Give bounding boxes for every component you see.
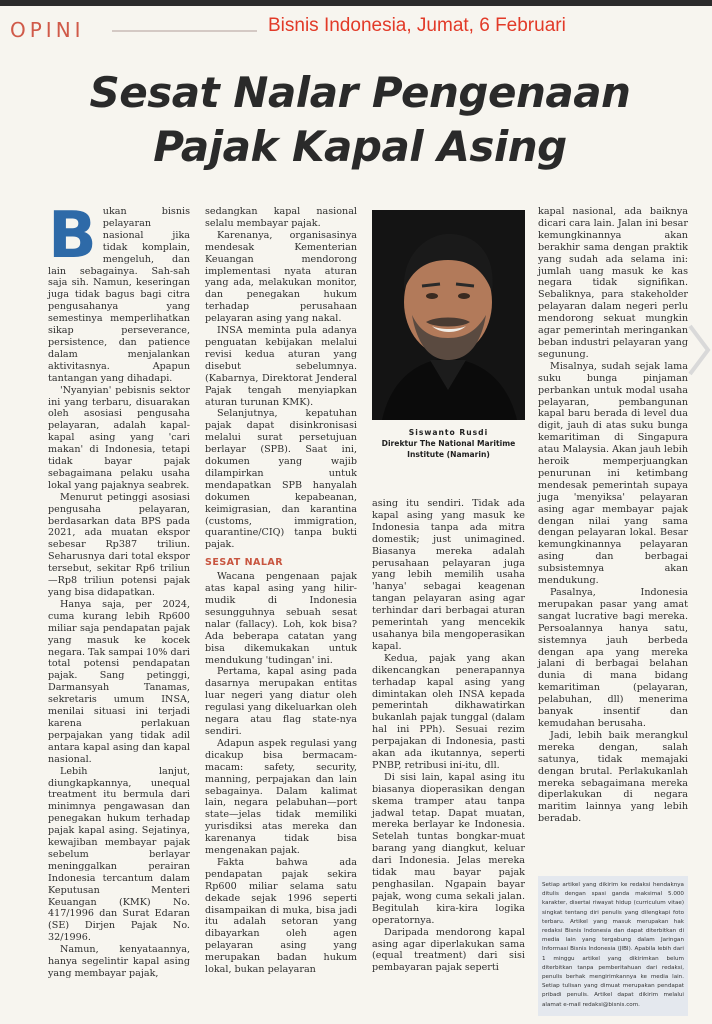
paragraph: Di sisi lain, kapal asing itu biasanya dioperasikan dengan skema tramper atau tanpa jadwal tetap. Dapat muatan, mereka berlayar ke Indonesia. Setelah tuntas bongkar-muat barang yang diangkut, keluar dari Indonesia. Jelas mereka tidak mau bayar pajak penghasilan. Ngapain bayar pajak, wong cuma sekali jalan. Begitulah kira-kira logika operatornya. <box>372 771 525 926</box>
article-column-3 <box>372 498 525 974</box>
paragraph: Wacana pengenaan pajak atas kapal asing yang hilir-mudik di Indonesia sesungguhnya sebuah sesat nalar (fallacy). Loh, kok bisa? Ada beberapa catatan yang bisa dikemukakan untuk mendukung 'tudingan' ini. <box>205 571 357 666</box>
paragraph: Hanya saja, per 2024, cuma kurang lebih Rp600 miliar saja pendapatan pajak yang masuk ke kocek negara. Tak sampai 10% dari total potensi pendapatan pajak. Sang petinggi, Darmansyah Tanamas, sekretaris umum INSA, menilai situasi ini terjadi karena perlakuan perpajakan yang tidak adil antara kapal asing dan kapal nasional. <box>48 598 190 765</box>
photo-caption <box>372 427 525 460</box>
paragraph: Pasalnya, Indonesia merupakan pasar yang amat sangat lucrative bagi mereka. Persoalannya hanya satu, sistemnya jauh berbeda dengan apa yang mereka jalani di berbagai belahan dunia di mana bidang kemaritiman (pelayaran, pelabuhan, dll) menerima banyak insentif dan kemudahan berusaha. <box>538 587 688 729</box>
top-crop-strip <box>0 0 712 6</box>
drop-cap: B <box>48 199 97 273</box>
paragraph: Karenanya, organisasinya mendesak Kementerian Keuangan mendorong implementasi nyata aturan yang ada, melakukan monitor, dan penegakan hukum terhadap perusahaan pelayaran asing yang nakal. <box>205 229 357 325</box>
title-line-2: Pajak Kapal Asing <box>153 122 567 171</box>
author-photo <box>372 210 525 420</box>
publication-dateline: Bisnis Indonesia, Jumat, 6 Februari <box>268 15 566 36</box>
author-portrait-image <box>372 210 525 420</box>
article-column-2 <box>205 206 357 976</box>
paragraph: Misalnya, sudah sejak lama suku bunga pinjaman perbankan untuk modal usaha pelayaran, pembangunan kapal baru berada di level dua digit, jauh di atas suku bunga kemaritiman di Singapura atau Malaysia. Akan jauh lebih heroik memperjuangkan penurunan ini ketimbang mendesak pemerintah supaya juga 'menyiksa' pelayaran asing agar membayar pajak dengan nilai yang sama dengan pelayaran lokal. Besar kemungkinannya pelayaran asing dan berbagai subsistemnya akan mendukung. <box>538 360 689 587</box>
paragraph: kapal nasional, ada baiknya dicari cara lain. Jalan ini besar kemungkinannya akan berakhir sama dengan praktik yang sudah ada selama ini: jumlah uang masuk ke kas negara tidak signifikan. Sebaliknya, para stakeholder pelayaran dalam negeri perlu mendorong sekuat mungkin agar pemerintah meringankan beban industri pelayaran yang segunung. <box>538 206 688 360</box>
paragraph: Menurut petinggi asosiasi pengusaha pelayaran, berdasarkan data BPS pada 2021, ada muatan ekspor sebesar Rp387 triliun. Seharusnya dari total ekspor tersebut, sekitar Rp6 triliun—Rp8 triliun potensi pajak yang bisa didapatkan. <box>48 491 190 598</box>
paragraph: Daripada mendorong kapal asing agar diperlakukan sama (equal treatment) dari sisi pembayaran pajak seperti <box>372 926 525 974</box>
chevron-right-icon[interactable] <box>686 320 712 380</box>
paragraph: INSA meminta pula adanya penguatan kebijakan melalui revisi kedua aturan yang disebut sebelumnya. (Kabarnya, Direktorat Jenderal Pajak tengah menyiapkan aturan turunan KMK). <box>205 325 357 408</box>
paragraph: Jadi, lebih baik merangkul mereka dengan, salah satunya, tidak memajaki dengan brutal. Perlakukanlah mereka sebagaimana mereka diperlakukan di negara maritim lainnya yang lebih beradab. <box>538 729 688 825</box>
paragraph: Pertama, kapal asing pada dasarnya merupakan entitas luar negeri yang diatur oleh regulasi yang dikeluarkan oleh negara atau flag state-nya sendiri. <box>205 666 357 737</box>
author-role: Direktur The National Maritime Institute (Namarin) <box>381 439 516 459</box>
article-title <box>60 66 660 174</box>
paragraph: Fakta bahwa ada pendapatan pajak sekira Rp600 miliar selama satu dekade sejak 1996 seperti disampaikan di muka, bisa jadi itu adalah setoran yang dibayarkan oleh agen pelayaran asing yang merupakan badan hukum lokal, bukan pelayaran <box>205 856 357 976</box>
article-column-1 <box>48 199 190 980</box>
paragraph: Namun, kenyataannya, hanya segelintir kapal asing yang membayar pajak, <box>48 944 190 979</box>
section-rubric: OPINI <box>10 18 85 42</box>
paragraph: asing itu sendiri. Tidak ada kapal asing yang masuk ke Indonesia tanpa ada mitra domestik; just unimagined. Biasanya mereka adalah perusahaan pelayaran juga yang lebih memilih usaha 'hanya' sebagai keagenan tangan pelayaran asing agar terhindar dari berbagai aturan pemerintah yang mencekik usahanya bila mengoperasikan kapal. <box>372 498 525 652</box>
paragraph: sedangkan kapal nasional selalu membayar pajak. <box>205 206 357 229</box>
title-line-1: Sesat Nalar Pengenaan <box>89 68 631 117</box>
author-name: Siswanto Rusdi <box>408 428 489 437</box>
paragraph: Adapun aspek regulasi yang dicakup bisa bermacam-macam: safety, security, manning, perpajakan dan lain sebagainya. Dalam kalimat lain, negara pelabuhan—port state—jelas tidak memiliki yurisdiksi atas mereka dan karenanya tidak bisa mengenakan pajak. <box>205 737 357 857</box>
paragraph: Selanjutnya, kepatuhan pajak dapat disinkronisasi melalui surat persetujuan berlayar (SPB). Saat ini, dokumen yang wajib dilampirkan untuk mendapatkan SPB hanyalah dokumen kepabeanan, keimigrasian, dan karantina (customs, immigration, quarantine/CIQ) tanpa bukti pajak. <box>205 408 357 551</box>
editorial-note-box: Setiap artikel yang dikirim ke redaksi hendaknya ditulis dengan spasi ganda maksimal 5.000 karakter, disertai riwayat hidup (curriculum vitae) singkat tentang diri penulis yang dilengkapi foto terbaru. Artikel yang masuk merupakan hak redaksi Bisnis Indonesia dan dapat diterbitkan di media lain yang tergabung dalam Jaringan Informasi Bisnis Indonesia (JIBI). Apabila lebih dari 1 minggu artikel yang dikirimkan belum diterbitkan tanpa pemberitahuan dari redaksi, penulis berhak mengirimkannya ke media lain. Setiap tulisan yang dimuat merupakan pendapat pribadi penulis. Artikel dapat dikirim melalui alamat e-mail redaksi@bisnis.com. <box>538 876 688 1016</box>
section-heading: SESAT NALAR <box>205 557 284 569</box>
article-column-4 <box>538 206 688 825</box>
rubric-divider <box>112 30 257 32</box>
paragraph: 'Nyanyian' pebisnis sektor ini yang terbaru, disuarakan oleh asosiasi pengusaha pelayaran, adalah kapal-kapal asing yang 'cari makan' di Indonesia, tetapi tidak bayar pajak sebagaimana pelaku usaha lokal yang pajaknya seabrek. <box>48 384 190 491</box>
paragraph: ukan bisnis pelayaran nasional jika tidak komplain, mengeluh, dan lain sebagainya. Sah-sah saja sih. Namun, keseringan juga tidak bagus bagi citra pengusahanya yang semestinya memperlihatkan sikap perseverance, persistence, dan patience dalam menjalankan aktivitasnya. Apapun tantangan yang dihadapi. <box>48 206 190 384</box>
paragraph: Lebih lanjut, diungkapkannya, unequal treatment itu bermula dari minimnya pengawasan dan penegakan hukum terhadap pajak kapal asing. Sejatinya, kewajiban membayar pajak sebelum berlayar meninggalkan perairan Indonesia tercantum dalam Keputusan Menteri Keuangan (KMK) No. 417/1996 dan Surat Edaran (SE) Dirjen Pajak No. 32/1996. <box>48 765 190 944</box>
paragraph: Kedua, pajak yang akan dikencangkan penerapannya terhadap kapal asing yang dimintakan oleh INSA kepada pemerintah dikhawatirkan bukanlah pajak tunggal (dalam hal ini PPh). Sesuai rezim perpajakan di Indonesia, pasti akan ada ikutannya, seperti PNBP, retribusi ini-itu, dll. <box>372 652 525 771</box>
